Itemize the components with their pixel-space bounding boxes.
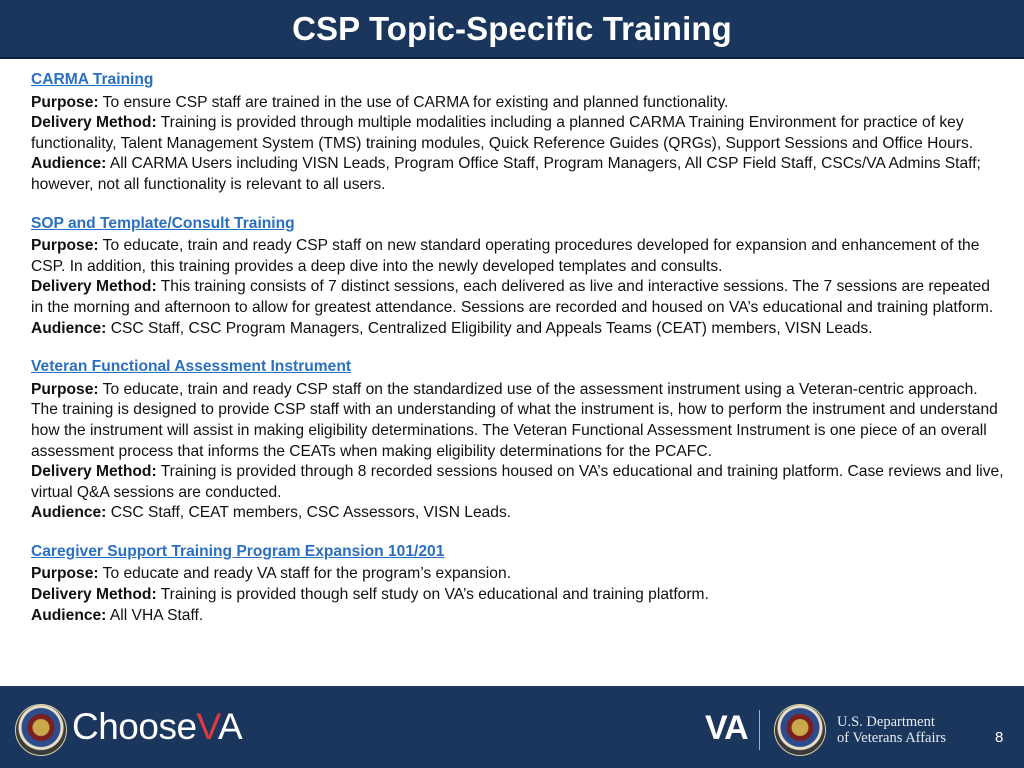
va-seal-icon bbox=[15, 704, 67, 756]
delivery-text: Training is provided through multiple modalities including a planned CARMA Training Environment for practice of key functionality, Talent Management System (TMS) training modules, Quick Reference Guides (QRGs), Support Sessions and Office Hours. bbox=[31, 114, 974, 152]
delivery-label: Delivery Method: bbox=[31, 463, 157, 481]
delivery-text: Training is provided though self study on VA’s educational and training platform. bbox=[160, 586, 709, 604]
purpose-text: To ensure CSP staff are trained in the use of CARMA for existing and planned functionality. bbox=[102, 93, 729, 111]
audience-row bbox=[31, 154, 1006, 195]
audience-row bbox=[31, 319, 1006, 340]
delivery-label: Delivery Method: bbox=[31, 586, 157, 604]
audience-row bbox=[31, 606, 1006, 627]
audience-text: All CARMA Users including VISN Leads, Program Office Staff, Program Managers, All CSP Field Staff, CSCs/VA Admins Staff; however, not all functionality is relevant to all users. bbox=[31, 155, 981, 193]
delivery-text: This training consists of 7 distinct sessions, each delivered as live and interactive sessions. The 7 sessions are repeated in the morning and afternoon to allow for greatest attendance. Sessions are recorded and housed on VA’s educational and training platform. bbox=[31, 278, 994, 316]
delivery-label: Delivery Method: bbox=[31, 114, 157, 132]
section-sop-template-training bbox=[31, 214, 1006, 340]
section-heading-link[interactable]: SOP and Template/Consult Training bbox=[31, 214, 295, 232]
delivery-text: Training is provided through 8 recorded sessions housed on VA’s educational and training platform. Case reviews and live, virtual Q&A sessions are conducted. bbox=[31, 463, 1004, 501]
slide-title: CSP Topic-Specific Training bbox=[292, 9, 732, 47]
delivery-row bbox=[31, 277, 1006, 318]
purpose-row bbox=[31, 236, 1006, 277]
slide-title-bar bbox=[0, 0, 1024, 59]
purpose-row bbox=[31, 380, 1006, 462]
department-line-2: of Veterans Affairs bbox=[837, 730, 946, 746]
audience-label: Audience: bbox=[31, 155, 107, 173]
audience-label: Audience: bbox=[31, 319, 107, 337]
audience-label: Audience: bbox=[31, 504, 107, 522]
purpose-label: Purpose: bbox=[31, 565, 99, 583]
purpose-label: Purpose: bbox=[31, 237, 99, 255]
section-heading-link[interactable]: CARMA Training bbox=[31, 71, 154, 88]
delivery-label: Delivery Method: bbox=[31, 278, 157, 296]
section-heading-link[interactable]: Veteran Functional Assessment Instrument bbox=[31, 358, 352, 376]
audience-row bbox=[31, 503, 1006, 524]
brand-v-text: V bbox=[196, 706, 218, 747]
section-veteran-functional-assessment bbox=[31, 357, 1006, 524]
brand-a-text: A bbox=[217, 706, 243, 747]
purpose-label: Purpose: bbox=[31, 93, 99, 111]
delivery-row bbox=[31, 113, 1006, 154]
purpose-text: To educate, train and ready CSP staff on the standardized use of the assessment instrument using a Veteran-centric approach. The training is designed to provide CSP staff with an understanding of what the instrument is, how to perform the instrument and understand how the instrument will assist in making eligibility determinations. The Veteran Functional Assessment Instrument is one piece of an overall assessment process that informs the CEATs when making eligibility determinations for the PCAFC. bbox=[31, 380, 998, 460]
purpose-row bbox=[31, 93, 1006, 114]
brand-choose-text: Choose bbox=[72, 706, 197, 747]
department-line-1: U.S. Department bbox=[837, 714, 935, 730]
audience-text: CSC Staff, CSC Program Managers, Centralized Eligibility and Appeals Teams (CEAT) members, VISN Leads. bbox=[110, 319, 873, 337]
purpose-text: To educate, train and ready CSP staff on new standard operating procedures developed for expansion and enhancement of the CSP. In addition, this training provides a deep dive into the newly developed templates and consults. bbox=[31, 237, 980, 275]
section-carma-training bbox=[31, 70, 1006, 196]
delivery-row bbox=[31, 585, 1006, 606]
page-number: 8 bbox=[995, 729, 1004, 746]
va-wordmark: VA bbox=[705, 709, 748, 747]
department-seal-icon bbox=[774, 704, 826, 756]
slide-content bbox=[31, 70, 1006, 644]
audience-text: CSC Staff, CEAT members, CSC Assessors, VISN Leads. bbox=[110, 504, 512, 522]
footer-divider bbox=[759, 710, 760, 750]
purpose-row bbox=[31, 564, 1006, 585]
audience-text: All VHA Staff. bbox=[109, 606, 204, 624]
section-heading-link[interactable]: Caregiver Support Training Program Expansion 101/201 bbox=[31, 542, 445, 560]
delivery-row bbox=[31, 462, 1006, 503]
audience-label: Audience: bbox=[31, 606, 107, 624]
department-name bbox=[837, 714, 946, 746]
section-caregiver-support-expansion bbox=[31, 542, 1006, 626]
purpose-label: Purpose: bbox=[31, 380, 99, 398]
purpose-text: To educate and ready VA staff for the program’s expansion. bbox=[102, 565, 511, 583]
choose-va-logo bbox=[72, 707, 242, 747]
